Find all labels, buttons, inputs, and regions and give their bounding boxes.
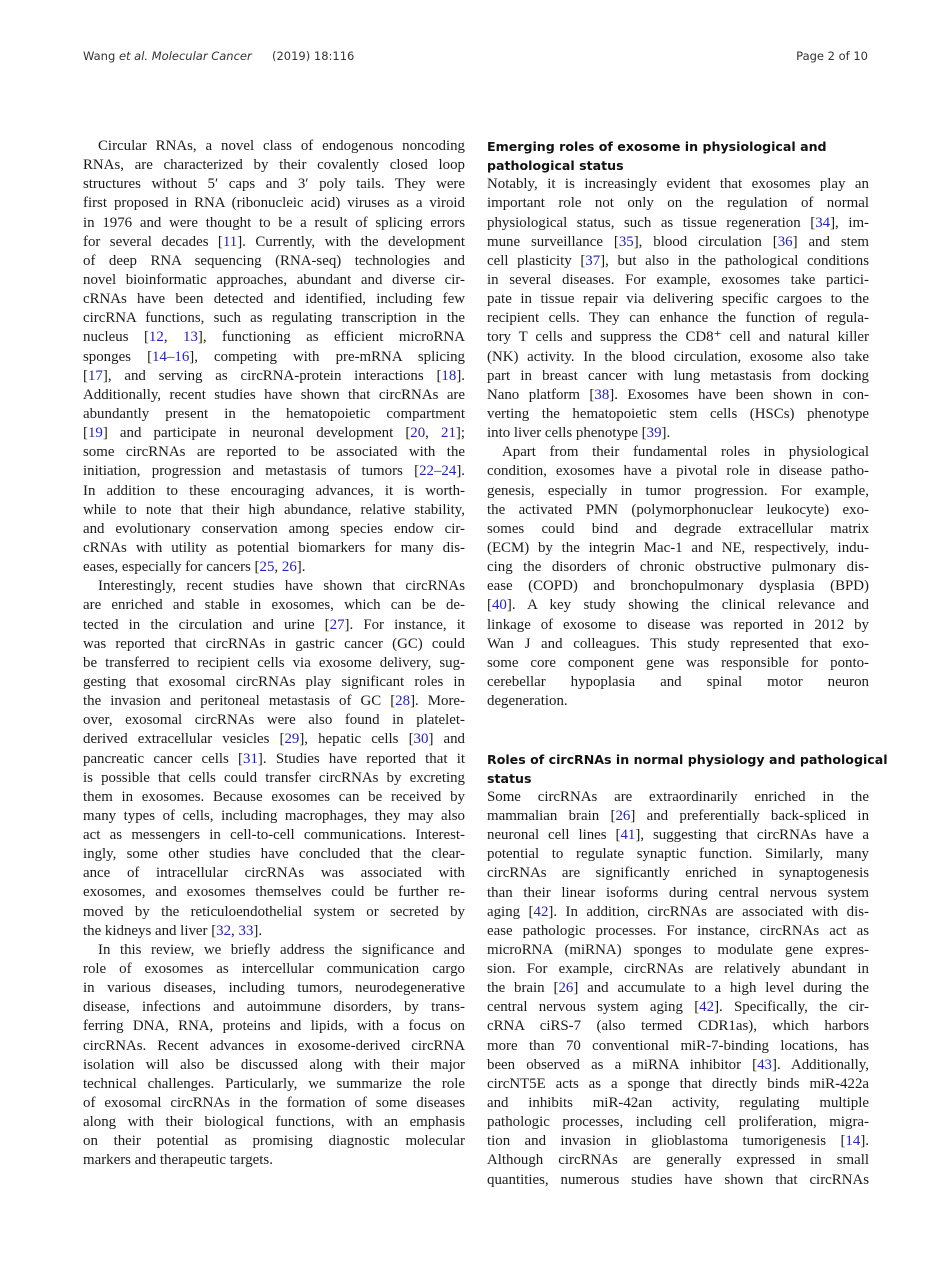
header-etal: et al. — [118, 49, 149, 63]
text-line: ease pathologic processes. For instance, circRNAs act as — [487, 922, 869, 939]
text-line: linkage of exosome to disease was reported in 2012 by — [487, 616, 869, 633]
text-line: was reported that circRNAs in gastric cancer (GC) could — [83, 635, 465, 652]
text-line: sion. For example, circRNAs are relatively abundant in — [487, 961, 869, 978]
text-line: quantities, numerous studies have shown that circRNAs — [487, 1171, 869, 1188]
text-line: act as messengers in cell-to-cell communications. Interest- — [83, 827, 465, 844]
citation-link[interactable]: 22–24 — [419, 463, 457, 480]
citation-link[interactable]: 38 — [594, 386, 610, 403]
text-line: cRNA ciRS-7 (also termed CDR1as), which harbors — [487, 1018, 869, 1035]
heading-line: status — [487, 770, 532, 786]
citation-link[interactable]: 41 — [620, 827, 636, 844]
citation-link[interactable]: 40 — [491, 597, 507, 614]
citation-link[interactable]: 13 — [183, 329, 198, 346]
text-line: and inhibits miR-42an activity, regulating multiple — [487, 1095, 869, 1112]
text-line: exosomes, and exosomes themselves could be further re- — [83, 884, 465, 901]
text-line: physiological status, such as tissue regeneration [34], im- — [487, 214, 869, 231]
citation-link[interactable]: 43 — [757, 1056, 772, 1073]
text-line: technical challenges. Particularly, we summarize the role — [83, 1075, 465, 1092]
text-line: the kidneys and liver [32, 33]. — [83, 922, 263, 939]
citation-link[interactable]: 11 — [222, 233, 238, 250]
citation-link[interactable]: 14 — [845, 1133, 861, 1150]
text-line: novel bioinformatic approaches, abundant and diverse cir- — [83, 271, 465, 288]
citation-link[interactable]: 27 — [329, 616, 345, 633]
text-line: aging [42]. In addition, circRNAs are associated with dis- — [487, 903, 869, 920]
running-header-journal — [83, 49, 252, 63]
text-line: Notably, it is increasingly evident that exosomes play an — [487, 176, 869, 193]
text-line: in various diseases, including tumors, neurodegenerative — [83, 980, 465, 997]
text-line: the activated PMN (polymorphonuclear leukocyte) exo- — [487, 501, 869, 518]
text-line: abundantly present in the hematopoietic compartment — [83, 405, 465, 422]
text-line: of deep RNA sequencing (RNA-seq) technologies and — [83, 252, 465, 269]
text-line: cRNAs have been detected and identified, including few — [83, 291, 465, 308]
text-line: Nano platform [38]. Exosomes have been shown in con- — [487, 386, 870, 403]
text-line: more than 70 conventional miR-7-binding locations, has — [487, 1037, 869, 1054]
text-line: moved by the reticuloendothelial system or secreted by — [83, 903, 465, 920]
text-line: RNAs, are characterized by their covalently closed loop — [83, 157, 465, 174]
text-line: in 1976 and were thought to be a result of splicing errors — [83, 214, 465, 231]
text-line: disease, infections and autoimmune disorders, by trans- — [83, 999, 465, 1016]
text-line: cing the disorders of chronic obstructive pulmonary dis- — [487, 559, 869, 576]
text-line: (ECM) by the integrin Mac-1 and NE, respectively, indu- — [487, 539, 869, 556]
citation-link[interactable]: 29 — [284, 731, 300, 748]
text-line: along with their biological functions, with an emphasis — [83, 1114, 465, 1131]
text-line: Wan J and colleagues. This study represented that exo- — [487, 635, 869, 652]
text-line: on their potential as promising diagnostic molecular — [83, 1133, 465, 1150]
text-line: [40]. A key study showing the clinical relevance and — [487, 597, 869, 614]
citation-link[interactable]: 17 — [87, 367, 103, 384]
text-line: markers and therapeutic targets. — [83, 1152, 273, 1169]
text-line: mammalian brain [26] and preferentially back-spliced in — [487, 807, 870, 824]
text-line: degeneration. — [487, 693, 568, 710]
text-line: cerebellar hypoplasia and spinal motor neuron — [487, 673, 869, 690]
text-line: for several decades [11]. Currently, with the development — [83, 233, 465, 250]
text-line: potential to regulate synaptic function. Similarly, many — [487, 846, 869, 863]
text-line: circRNAs are significantly enriched in synaptogenesis — [487, 865, 869, 882]
heading-line: Roles of circRNAs in normal physiology and pathological — [487, 751, 888, 767]
text-line: sponges [14–16], competing with pre-mRNA splicing — [83, 348, 465, 365]
text-line: Some circRNAs are extraordinarily enriched in the — [487, 788, 869, 805]
citation-link[interactable]: 36 — [777, 233, 793, 250]
text-line: isolation will also be discussed along with their major — [83, 1056, 465, 1073]
text-line: verting the hematopoietic stem cells (HSCs) phenotype — [487, 405, 869, 422]
text-line: over, exosomal circRNAs were also found in platelet- — [83, 712, 465, 729]
text-line: ease (COPD) and bronchopulmonary dysplasia (BPD) — [487, 578, 869, 595]
text-line: [19] and participate in neuronal development [20, 21]; — [83, 425, 465, 442]
text-line: cRNAs with utility as potential biomarkers for many dis- — [83, 539, 465, 556]
citation-link[interactable]: 26 — [281, 559, 297, 576]
text-line: tion and invasion in glioblastoma tumorigenesis [14]. — [487, 1133, 869, 1150]
citation-link[interactable]: 18 — [441, 367, 457, 384]
text-line: Although circRNAs are generally expressed in small — [487, 1152, 869, 1169]
paragraph — [487, 443, 869, 711]
text-line: In this review, we briefly address the significance and — [98, 941, 465, 958]
text-line: been observed as a miRNA inhibitor [43]. Additionally, — [487, 1056, 869, 1073]
text-line: In addition to these encouraging advances, it is worth- — [83, 482, 465, 499]
citation-link[interactable]: 37 — [585, 252, 601, 269]
text-line: role of exosomes as intercellular communication cargo — [83, 961, 465, 978]
text-line: the invasion and peritoneal metastasis of GC [28]. More- — [83, 693, 465, 710]
text-line: [17], and serving as circRNA-protein interactions [18]. — [83, 367, 465, 384]
citation-link[interactable]: 42 — [533, 903, 549, 920]
header-citation: (2019) 18:116 — [272, 49, 355, 63]
text-line: structures without 5′ caps and 3′ poly tails. They were — [83, 176, 465, 193]
section-spacer — [487, 711, 869, 749]
citation-link[interactable]: 32 — [216, 922, 232, 939]
text-line: tected in the circulation and urine [27]. For instance, it — [83, 616, 465, 633]
citation-link[interactable]: 42 — [699, 999, 715, 1016]
text-line: circRNA functions, such as regulating transcription in the — [83, 310, 465, 327]
text-line: into liver cells phenotype [39]. — [487, 425, 671, 442]
citation-link[interactable]: 31 — [243, 750, 258, 767]
citation-link[interactable]: 14–16 — [152, 348, 190, 365]
text-line: pate in tissue repair via delivering specific cargoes to the — [487, 291, 869, 308]
text-line: than their linear isoforms during central nervous system — [487, 884, 869, 901]
text-line: important role not only on the regulation of normal — [487, 195, 869, 212]
section-heading — [487, 750, 888, 788]
text-line: circRNAs. Recent advances in exosome-derived circRNA — [83, 1037, 465, 1054]
text-line: are enriched and stable in exosomes, which can be de- — [83, 597, 465, 614]
text-line: the brain [26] and accumulate to a high level during the — [487, 980, 869, 997]
text-line: first proposed in RNA (ribonucleic acid) viruses as a viroid — [83, 195, 465, 212]
text-line: Circular RNAs, a novel class of endogenous noncoding — [98, 138, 465, 154]
text-line: and evolutionary conservation among species endow cir- — [83, 520, 465, 537]
paragraph — [487, 788, 869, 1190]
citation-link[interactable]: 25 — [259, 559, 275, 576]
citation-link[interactable]: 19 — [87, 425, 103, 442]
text-line: Interestingly, recent studies have shown that circRNAs — [98, 578, 465, 595]
left-column — [83, 137, 465, 1171]
citation-link[interactable]: 33 — [238, 922, 254, 939]
text-line: pathologic processes, including cell proliferation, migra- — [487, 1114, 869, 1131]
text-line: somes could bind and degrade extracellular matrix — [487, 520, 869, 537]
text-line: in several diseases. For example, exosomes take partici- — [487, 271, 869, 288]
text-line: while to note that their high abundance, relative stability, — [83, 501, 465, 518]
citation-link[interactable]: 21 — [441, 425, 456, 442]
header-journal: Molecular Cancer — [151, 49, 252, 63]
text-line: condition, exosomes have a pivotal role in disease patho- — [487, 463, 869, 480]
text-line: mune surveillance [35], blood circulation [36] and stem — [487, 233, 869, 250]
text-line: some core component gene was responsible for ponto- — [487, 654, 869, 671]
text-line: circNT5E acts as a sponge that directly binds miR-422a — [487, 1075, 869, 1092]
citation-link[interactable]: 26 — [558, 980, 574, 997]
text-line: recipient cells. They can enhance the function of regula- — [487, 310, 869, 327]
paragraph — [83, 941, 465, 1171]
text-line: tory T cells and suppress the CD8⁺ cell and natural killer — [487, 329, 869, 346]
text-line: nucleus [12, 13], functioning as efficient microRNA — [83, 329, 465, 346]
citation-link[interactable]: 39 — [646, 425, 662, 442]
text-line: ferring DNA, RNA, proteins and lipids, with a focus on — [83, 1018, 465, 1035]
paragraph — [83, 137, 465, 577]
text-line: Additionally, recent studies have shown that circRNAs are — [83, 386, 465, 403]
text-line: central nervous system aging [42]. Specifically, the cir- — [487, 999, 870, 1016]
text-line: some circRNAs are reported to be associated with the — [83, 444, 465, 461]
text-line: cell plasticity [37], but also in the pathological conditions — [487, 252, 869, 269]
right-column — [487, 137, 888, 1190]
heading-line: pathological status — [487, 158, 624, 174]
citation-link[interactable]: 28 — [395, 693, 411, 710]
heading-line: Emerging roles of exosome in physiological and — [487, 139, 827, 154]
text-line: gesting that exosomal circRNAs play significant roles in — [83, 673, 465, 690]
citation-link[interactable]: 30 — [413, 731, 429, 748]
header-author: Wang — [83, 49, 116, 63]
text-line: of exosomal circRNAs in the formation of some diseases — [83, 1095, 465, 1112]
text-line: be transferred to recipient cells via exosome delivery, sug- — [83, 654, 465, 671]
header-page-number: Page 2 of 10 — [796, 49, 868, 63]
text-line: part in breast cancer with lung metastasis from docking — [487, 367, 869, 384]
text-line: ance of intracellular circRNAs was associated with — [83, 865, 465, 882]
text-line: derived extracellular vesicles [29], hepatic cells [30] and — [83, 731, 465, 748]
citation-link[interactable]: 34 — [815, 214, 831, 231]
paragraph — [83, 577, 465, 941]
citation-link[interactable]: 35 — [618, 233, 634, 250]
citation-link[interactable]: 26 — [615, 807, 631, 824]
text-line: microRNA (miRNA) sponges to modulate gene expres- — [487, 941, 869, 958]
section-heading — [487, 137, 869, 175]
text-line: genesis, especially in tumor progression. For example, — [487, 482, 869, 499]
text-line: eases, especially for cancers [25, 26]. — [83, 559, 306, 576]
paragraph — [487, 175, 869, 443]
text-line: neuronal cell lines [41], suggesting that circRNAs have a — [487, 827, 869, 844]
citation-link[interactable]: 12 — [148, 329, 164, 346]
text-line: pancreatic cancer cells [31]. Studies have reported that it — [83, 750, 465, 767]
text-line: (NK) activity. In the blood circulation, exosome also take — [487, 348, 869, 365]
citation-link[interactable]: 20 — [410, 425, 426, 442]
text-line: Apart from their fundamental roles in physiological — [502, 444, 869, 461]
text-line: many types of cells, including macrophages, they may also — [83, 807, 465, 824]
text-line: ingly, some other studies have concluded that the clear- — [83, 846, 465, 863]
text-line: is possible that cells could transfer circRNAs by excreting — [83, 769, 465, 786]
text-line: initiation, progression and metastasis of tumors [22–24]. — [83, 463, 465, 480]
text-line: them in exosomes. Because exosomes can be received by — [83, 788, 465, 805]
